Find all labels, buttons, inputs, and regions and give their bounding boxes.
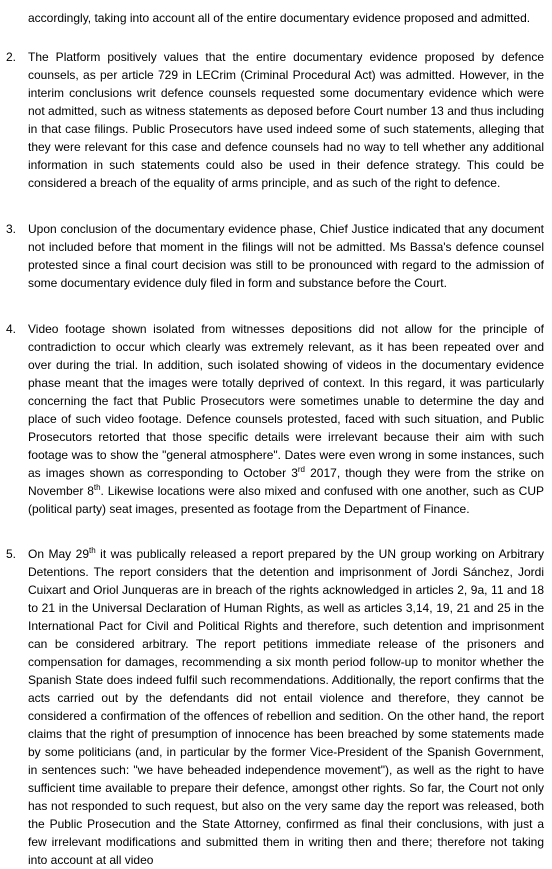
paragraph-text: Video footage shown isolated from witnesses depositions did not allow for the principle of contradiction to occur which clearly was extremely relevant, as it has been repeated over and over during the trial. In addition, such isolated showing of videos in the documentary evidence phase meant that the images were totally deprived of context. In this regard, it was particularly concerning the fact that Public Prosecutors were sometimes unable to determine the day and place of such video footage. Defence counsels protested, faced with such situation, and Public Prosecutors retorted that those specific details were irrelevant because their aim with such footage was to show the "general atmosphere". Dates were even wrong in some instances, such as images shown as corresponding to October 3 (28, 322, 544, 480)
item-paragraph (28, 545, 544, 869)
ordinal-suffix: rd (297, 465, 306, 474)
item-paragraph: The Platform positively values that the entire documentary evidence proposed by defence counsels, as per article 729 in LECrim (Criminal Procedural Act) was admitted. However, in the interim conclusions writ defence counsels requested some documentary evidence which were not admitted, such as witness statements as deposed before Court number 13 and thus including in that case filings. Public Prosecutors have used indeed some of such statements, alleging that they were relevant for this case and defence counsels had no way to tell whether any additional information in such statements could also be used in their defence strategy. This could be considered a breach of the equality of arms principle, and as such of the right to defence. (28, 50, 544, 190)
ordinal-suffix: th (93, 483, 101, 492)
paragraph-text: . Likewise locations were also mixed and confused with one another, such as CUP (political party) seat images, presented as footage from the Department of Finance. (28, 484, 544, 516)
paragraph-text: it was publically released a report prepared by the UN group working on Arbitrary Detentions. The report considers that the detention and imprisonment of Jordi Sánchez, Jordi Cuixart and Oriol Junqueras are in breach of the rights acknowledged in articles 2, 9a, 11 and 18 to 21 in the Universal Declaration of Human Rights, as well as articles 3,14, 19, 21 and 25 in the International Pact for Civil and Political Rights and therefore, such detention and imprisonment can be considered arbitrary. The report petitions immediate release of the prisoners and compensation for damages, recommending a six month period follow-up to monitor whether the Spanish State does indeed fulfil such recommendations. Additionally, the report confirms that the acts carried out by the defendants did not entail violence and therefore, they cannot be considered a confirmation of the offences of rebellion and sedition. On the other hand, the report claims that the right of presumption of innocence has been breached by some statements made by some politicians (and, in particular by the former Vice-President of the Spanish Government, in sentences such: "we have beheaded independence movement"), as well as the right to have sufficient time available to prepare their defence, amongst other rights. So far, the Court not only has not responded to such request, but also on the very same day the report was released, both the Public Prosecution and the State Attorney, confirmed as final their conclusions, with just a few irrelevant modifications and submitted them in writing then and there; therefore not taking into account at all video (28, 547, 544, 867)
item-number: 2. (6, 50, 17, 64)
item-number: 5. (6, 547, 17, 561)
item-paragraph (28, 320, 544, 518)
item-paragraph: Upon conclusion of the documentary evidence phase, Chief Justice indicated that any document not included before that moment in the filings will not be admitted. Ms Bassa's defence counsel protested since a final court decision was still to be pronounced with regard to the admission of some documentary evidence duly filed in form and substance before the Court. (28, 222, 544, 290)
ordinal-suffix: th (89, 546, 96, 555)
intro-paragraph: accordingly, taking into account all of the entire documentary evidence proposed and admitted. (28, 11, 531, 25)
item-number: 4. (6, 322, 17, 336)
paragraph-text: 2017, though they were from the strike on November 8 (28, 466, 544, 498)
item-number: 3. (6, 222, 17, 236)
paragraph-text: On May 29 (28, 547, 89, 561)
